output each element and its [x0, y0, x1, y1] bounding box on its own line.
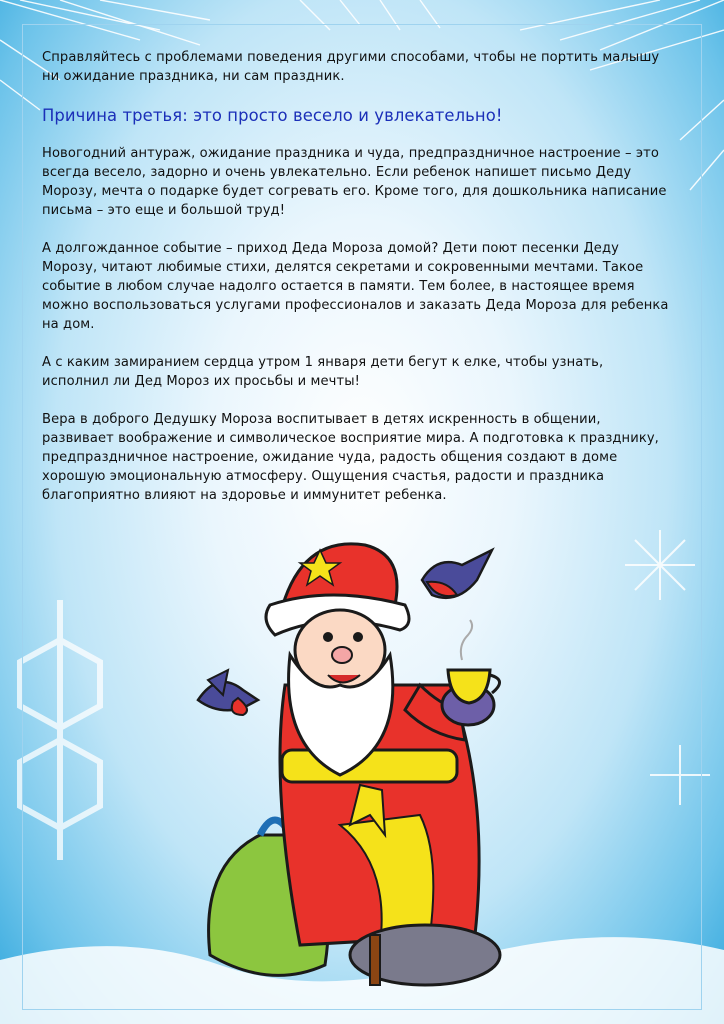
santa-boots [350, 925, 500, 985]
section-heading: Причина третья: это просто весело и увлекательно! [42, 106, 503, 125]
article [42, 48, 672, 524]
intro-paragraph: Справляйтесь с проблемами поведения другими способами, чтобы не портить малышу ни ожидание праздника, ни сам праздник. [42, 50, 660, 84]
paragraph-1: Новогодний антураж, ожидание праздника и чуда, предпраздничное настроение – это всегда весело, задорно и очень увлекательно. Если ребенок напишет письмо Деду Морозу, мечта о подарке будет согревать его. Кроме того, для дошкольника написание письма – это еще и большой труд! [42, 146, 667, 218]
paragraph-2: А долгожданное событие – приход Деда Мороза домой? Дети поют песенки Деду Морозу, читают любимые стихи, делятся секретами и сокровенными мечтами. Такое событие в любом случае надолго остается в памяти. Тем более, в настоящее время можно воспользоваться услугами профессионалов и заказать Деда Мороза для ребенка на дом. [42, 241, 669, 332]
tea-cup-icon [448, 620, 500, 703]
ded-moroz-illustration [190, 535, 530, 1015]
paragraph-4: Вера в доброго Дедушку Мороза воспитывает в детях искренность в общении, развивает воображение и символическое восприятие мира. А подготовка к празднику, предпраздничное настроение, ожидание чуда, радость общения создают в доме хорошую эмоциональную атмосферу. Ощущения счастья, радости и праздника благоприятно влияют на здоровье и иммунитет ребенка. [42, 412, 659, 503]
bullfinch-icon-left [198, 670, 258, 715]
paragraph-3: А с каким замиранием сердца утром 1 января дети бегут к елке, чтобы узнать, исполнил ли Дед Мороз их просьбы и мечты! [42, 355, 604, 389]
bullfinch-icon-right [422, 550, 492, 598]
